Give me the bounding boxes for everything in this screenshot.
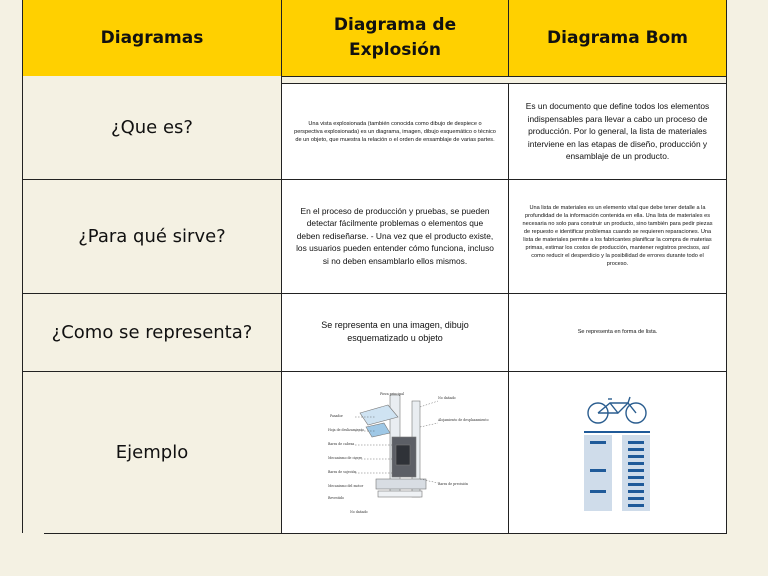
cell-bom-como-se-representa: Se representa en forma de lista. xyxy=(509,293,726,371)
explosion-label: Hoja de deslizamiento xyxy=(328,428,364,432)
cell-explosion-que-es: Una vista explosionada (también conocida como dibujo de despiece o perspectiva explosionada) es un diagrama, imagen, dibujo esquemático o técnico de un objeto, que muestra la relación o el orden de ensamblaje de varias partes. xyxy=(282,84,509,179)
header-diagrama-explosion-label: Diagrama de Explosión xyxy=(333,15,457,60)
header-diagrama-explosion xyxy=(282,0,509,76)
cell-explosion-como-se-representa: Se representa en una imagen, dibujo esquematizado u objeto xyxy=(282,293,509,371)
row-label-ejemplo: Ejemplo xyxy=(23,371,282,533)
explosion-label: Barra de sujeción xyxy=(328,470,357,474)
header-diagramas: Diagramas xyxy=(23,0,282,76)
explosion-label: Barra de precisión xyxy=(438,482,469,486)
explosion-label: Mecanismo de cierre xyxy=(328,456,363,460)
explosion-label: Pieza principal xyxy=(380,392,405,396)
comparison-table xyxy=(22,0,727,534)
cell-explosion-para-que-sirve: En el proceso de producción y pruebas, se pueden detectar fácilmente problemas o elementos que deben rediseñarse. - Una vez que el producto existe, los usuarios pueden entender cómo funciona, incluso si no deben ensamblarlo ellos mismos. xyxy=(282,179,509,293)
exploded-view-image xyxy=(320,387,489,517)
cell-explosion-ejemplo xyxy=(282,371,509,533)
explosion-label: Pasador xyxy=(330,414,343,418)
explosion-label: Mecanismo del motor xyxy=(328,484,364,488)
header-diagrama-bom: Diagrama Bom xyxy=(509,0,726,76)
bom-bicycle-image xyxy=(578,391,658,513)
explosion-label: Barra de cabeza xyxy=(328,442,355,446)
row-label-que-es: ¿Que es? xyxy=(23,76,282,179)
explosion-label: Revestido xyxy=(328,496,344,500)
row-label-como-se-representa: ¿Como se representa? xyxy=(23,293,282,371)
explosion-label: No dañado xyxy=(438,396,456,400)
row-label-para-que-sirve: ¿Para qué sirve? xyxy=(23,179,282,293)
cell-bom-que-es: Es un documento que define todos los elementos indispensables para llevar a cabo un proceso de producción. Por lo general, la lista de materiales interviene en las etapas de diseño, producción y ensamblaje de un producto. xyxy=(509,84,726,179)
cell-bom-para-que-sirve: Una lista de materiales es un elemento vital que debe tener detalle a la profundidad de la información contenida en ella. Una lista de materiales es necesaria no solo para construir un producto, sino también para pedir piezas de repuesto e identificar problemas cuando se requieren reparaciones. Una lista de materiales permite a los fabricantes planificar la compra de materias primas, estimar los costos de producción, mantener registros precisos, así como reducir el desperdicio y la posibilidad de errores durante todo el proceso. xyxy=(509,179,726,293)
explosion-label: No dañado xyxy=(350,510,368,514)
explosion-label: Alojamiento de desplazamiento xyxy=(438,418,489,422)
cell-bom-ejemplo xyxy=(509,371,726,533)
